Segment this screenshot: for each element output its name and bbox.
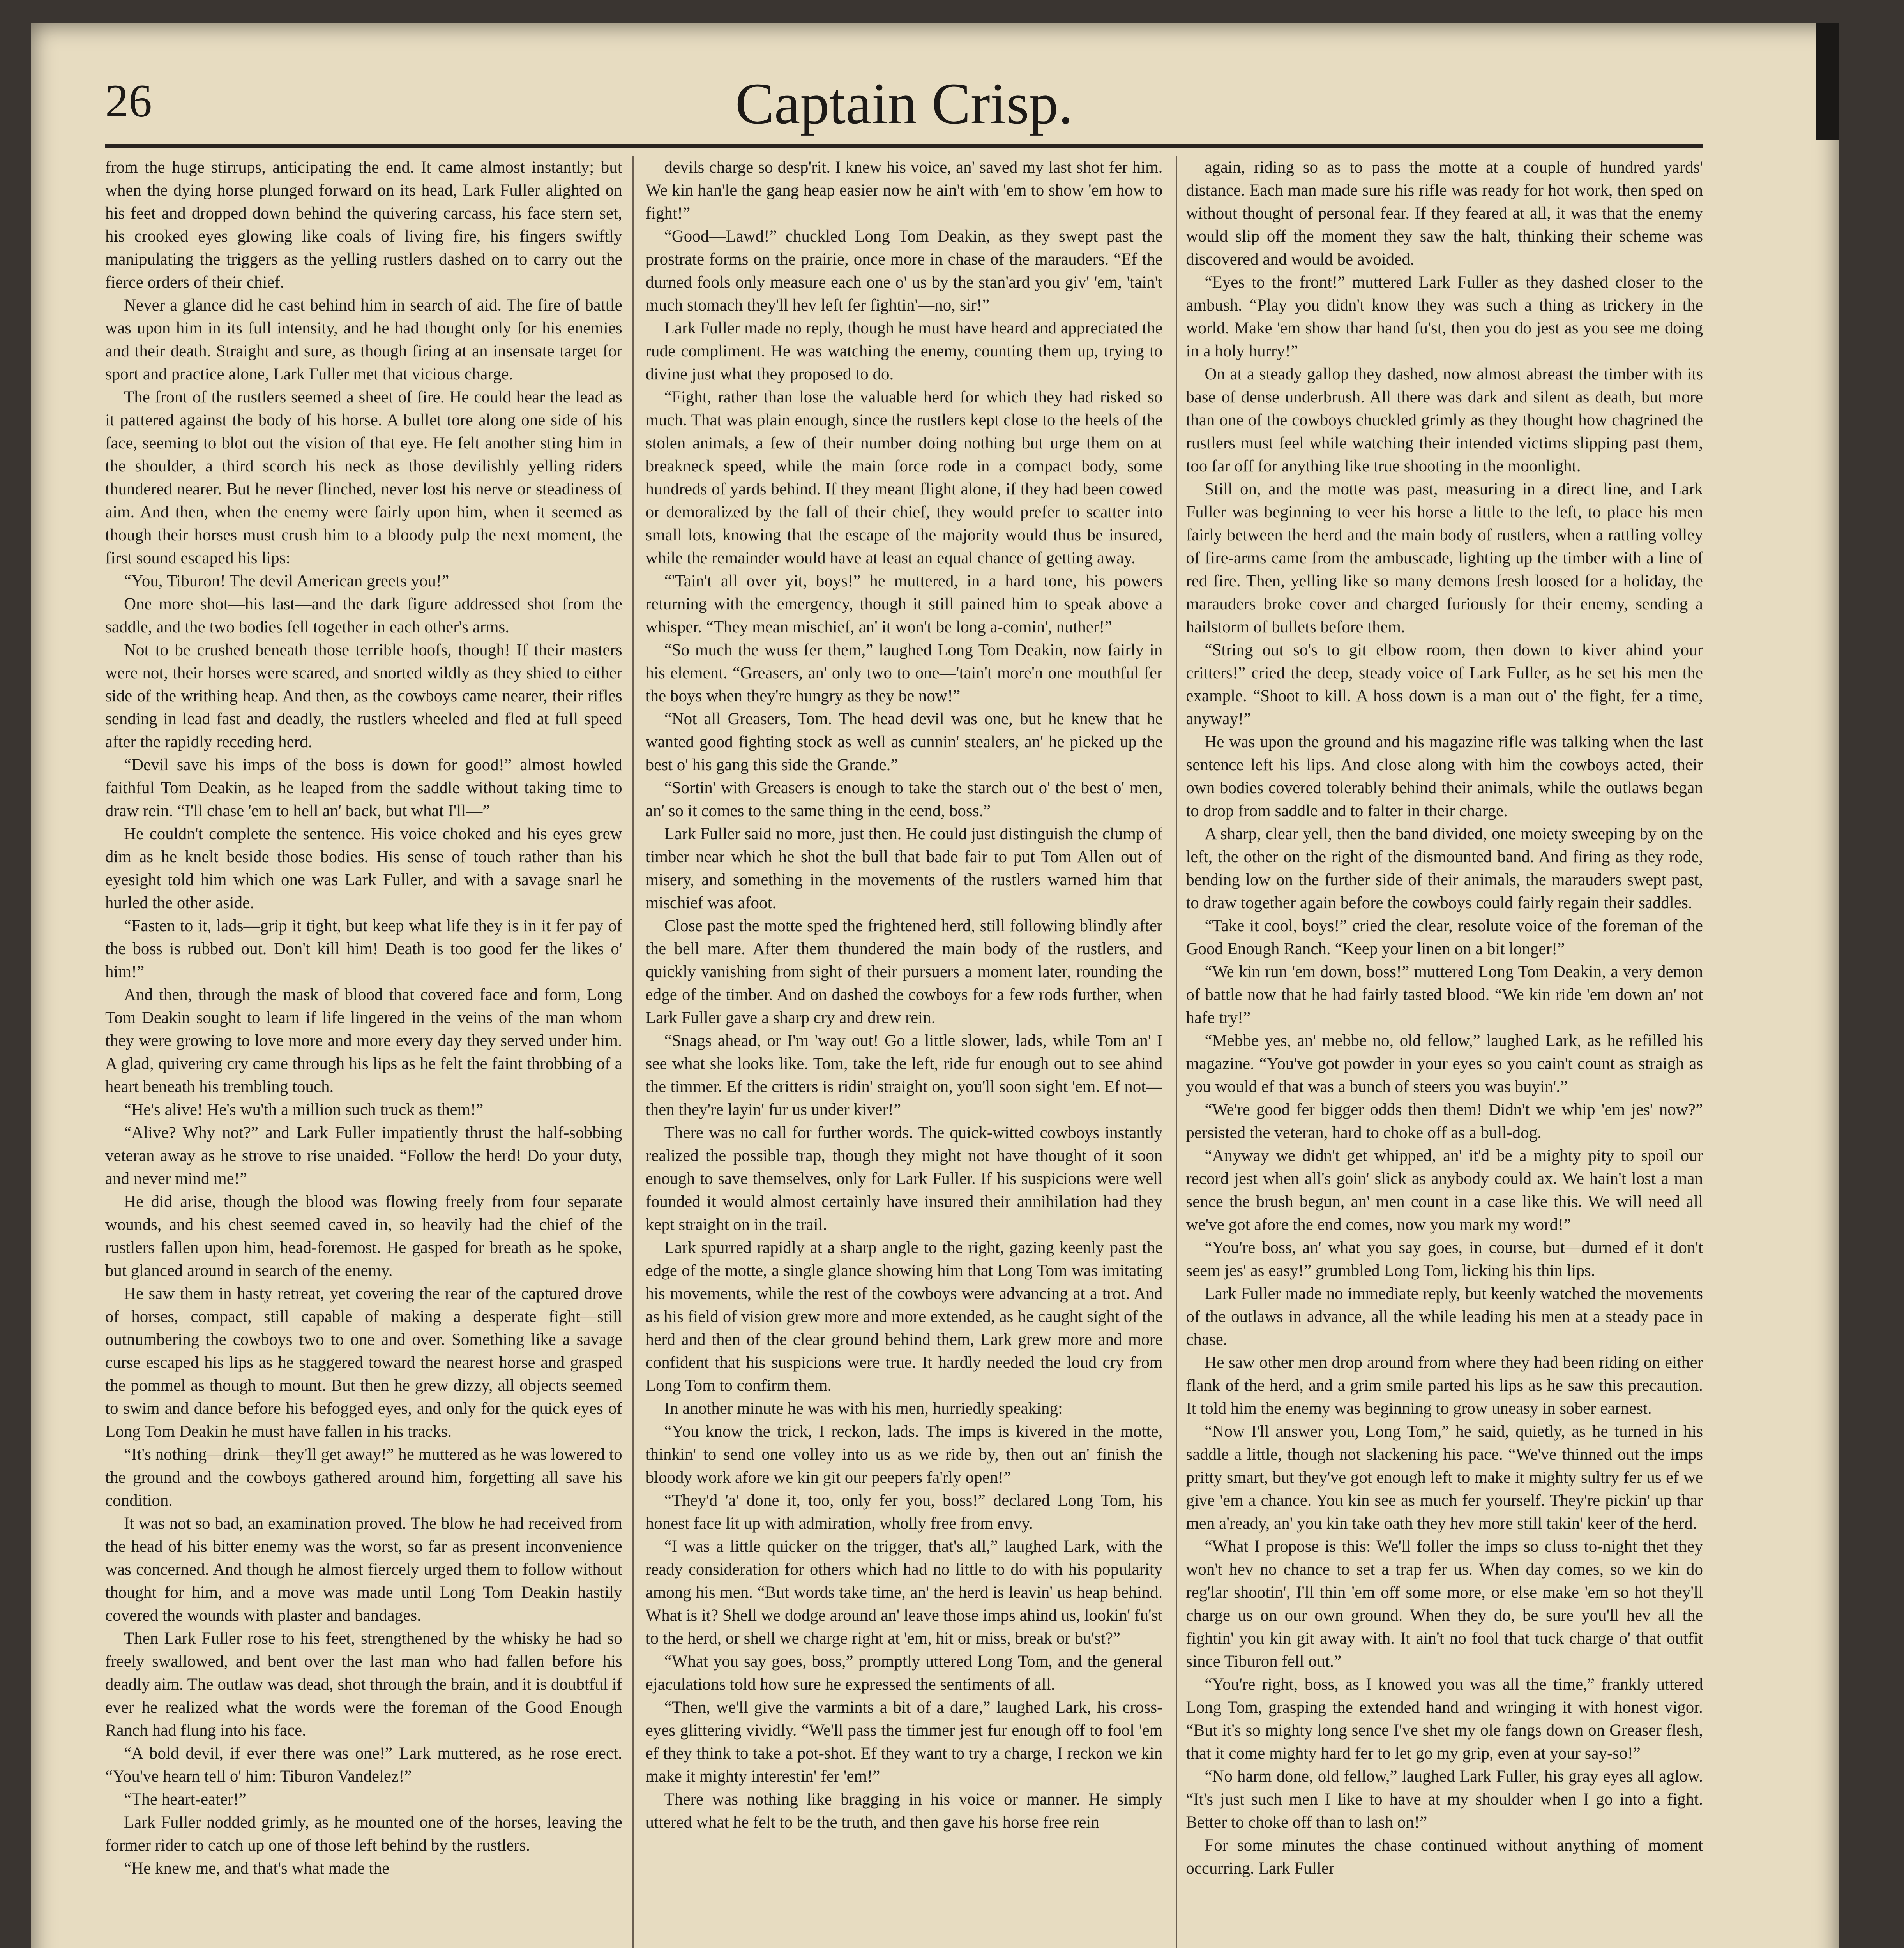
page-number: 26 xyxy=(105,75,152,127)
paragraph: Close past the motte sped the frightened herd, still following blindly after the bell mare. After them thundered the main body of the rustlers, and quickly vanishing from sight of their pursuers a moment later, rounding the edge of the timber. And on dashed the cowboys for a few rods further, when Lark Fuller gave a sharp cry and drew rein. xyxy=(645,917,1163,1027)
page-edge-tab xyxy=(1816,23,1839,140)
paragraph: The front of the rustlers seemed a sheet of fire. He could hear the lead as it pattered against the body of his horse. A bullet tore along one side of his face, seeming to blot out the vision of that eye. He felt another sting him in the shoulder, a third scorch his neck as those devilishly yelling riders thundered nearer. But he never flinched, never lost his nerve or steadiness of aim. And then, when the enemy were fairly upon him, when it seemed as though their horses must crush him to a bloody pulp the next moment, the first sound escaped his lips: xyxy=(105,388,622,567)
paragraph: One more shot—his last—and the dark figure addressed shot from the saddle, and the two bodies fell together in each other's arms. xyxy=(105,595,622,636)
paragraph: “Take it cool, boys!” cried the clear, resolute voice of the foreman of the Good Enough Ranch. “Keep your linen on a bit longer!” xyxy=(1186,917,1703,958)
paragraph: “He's alive! He's wu'th a million such truck as them!” xyxy=(124,1101,484,1119)
paragraph: There was no call for further words. The quick-witted cowboys instantly realized the possible trap, though they might not have thought of it soon enough to save themselves, only for Lark Fuller. If his suspicions were well founded it would almost certainly have insured their annihilation had they kept straight on in the trail. xyxy=(645,1124,1163,1234)
paragraph: “Alive? Why not?” and Lark Fuller impatiently thrust the half-sobbing veteran away as he strove to rise unaided. “Follow the herd! Do your duty, and never mind me!” xyxy=(105,1124,622,1188)
paragraph: “You're right, boss, as I knowed you was all the time,” frankly uttered Long Tom, grasping the extended hand and wringing it with honest vigor. “But it's so mighty long sence I've shet my ole fangs down on Greaser flesh, that it come mighty hard fer to let go my grip, even at your say-so!” xyxy=(1186,1675,1703,1763)
paragraph: “Mebbe yes, an' mebbe no, old fellow,” laughed Lark, as he refilled his magazine. “You've got powder in your eyes so you cain't count as straigh as you would ef that was a bunch of steers you was buyin'.” xyxy=(1186,1032,1703,1096)
paragraph: from the huge stirrups, anticipating the end. It came almost instantly; but when the dying horse plunged forward on its head, Lark Fuller alighted on his feet and dropped down behind the quivering carcass, his face stern set, his crooked eyes glowing like coals of living fire, his fingers swiftly manipulating the triggers as the yelling rustlers dashed on to carry out the fierce orders of their chief. xyxy=(105,158,622,291)
paragraph: “A bold devil, if ever there was one!” Lark muttered, as he rose erect. “You've hearn tell o' him: Tiburon Vandelez!” xyxy=(105,1744,622,1786)
paragraph: Lark Fuller said no more, just then. He could just distinguish the clump of timber near which he shot the bull that bade fair to put Tom Allen out of misery, and something in the movements of the rustlers warned him that mischief was afoot. xyxy=(645,825,1163,912)
paragraph: “What I propose is this: We'll foller the imps so cluss to-night thet they won't hev no chance to set a trap fer us. When day comes, so we kin do reg'lar shootin', I'll thin 'em off some more, or else make 'em so hot they'll charge us on our own ground. When they do, be sure you'll hev all the fightin' you kin git away with. It ain't no fool that tuck charge o' that outfit since Tiburon fell out.” xyxy=(1186,1537,1703,1671)
paragraph: “Fasten to it, lads—grip it tight, but keep what life they is in it fer pay of the boss is rubbed out. Don't kill him! Death is too good fer the likes o' him!” xyxy=(105,917,622,981)
column-1 xyxy=(105,156,622,1948)
paragraph: “String out so's to git elbow room, then down to kiver ahind your critters!” cried the deep, steady voice of Lark Fuller, as he set his men the example. “Shoot to kill. A hoss down is a man out o' the fight, fer a time, anyway!” xyxy=(1186,641,1703,728)
paragraph: “'Tain't all over yit, boys!” he muttered, in a hard tone, his powers returning with the emergency, though it still pained him to speak above a whisper. “They mean mischief, an' it won't be long a-comin', nuther!” xyxy=(645,572,1163,636)
paragraph: He saw other men drop around from where they had been riding on either flank of the herd, and a grim smile parted his lips as he saw this precaution. It told him the enemy was beginning to grow uneasy in sober earnest. xyxy=(1186,1353,1703,1418)
header-rule xyxy=(105,144,1703,148)
paragraph: “You know the trick, I reckon, lads. The imps is kivered in the motte, thinkin' to send one volley into us as we ride by, then out an' finish the bloody work afore we kin git our peepers fa'rly open!” xyxy=(645,1422,1163,1487)
paragraph: Lark Fuller made no reply, though he must have heard and appreciated the rude compliment. He was watching the enemy, counting them up, trying to divine just what they proposed to do. xyxy=(645,319,1163,383)
paragraph: “You, Tiburon! The devil American greets you!” xyxy=(124,572,449,590)
text-columns xyxy=(105,156,1703,1948)
paragraph: “It's nothing—drink—they'll get away!” he muttered as he was lowered to the ground and the cowboys gathered around him, forgetting all save his condition. xyxy=(105,1445,622,1510)
paragraph: “Devil save his imps of the boss is down for good!” almost howled faithful Tom Deakin, as he leaped from the saddle without taking time to draw rein. “I'll chase 'em to hell an' back, but what I'll—” xyxy=(105,756,622,820)
paragraph: “You're boss, an' what you say goes, in course, but—durned ef it don't seem jes' as easy!” grumbled Long Tom, licking his thin lips. xyxy=(1186,1239,1703,1280)
paragraph: A sharp, clear yell, then the band divided, one moiety sweeping by on the left, the other on the right of the dismounted band. And firing as they rode, bending low on the further side of their animals, the marauders swept past, to draw together again before the cowboys could fairly regain their saddles. xyxy=(1186,825,1703,912)
paragraph: Lark Fuller nodded grimly, as he mounted one of the horses, leaving the former rider to catch up one of those left behind by the rustlers. xyxy=(105,1813,622,1854)
paragraph: “Sortin' with Greasers is enough to take the starch out o' the best o' men, an' so it comes to the same thing in the eend, boss.” xyxy=(645,779,1163,820)
paragraph: “Eyes to the front!” muttered Lark Fuller as they dashed closer to the ambush. “Play you didn't know they was such a thing as trickery in the world. Make 'em show thar hand fu'st, then you do jest as you see me doing in a holy hurry!” xyxy=(1186,273,1703,360)
paragraph: It was not so bad, an examination proved. The blow he had received from the head of his bitter enemy was the worst, so far as present inconvenience was concerned. And though he almost fiercely urged them to follow without thought for him, and a move was made until Long Tom Deakin hastily covered the wounds with plaster and bandages. xyxy=(105,1514,622,1625)
paragraph: On at a steady gallop they dashed, now almost abreast the timber with its base of dense underbrush. All there was dark and silent as death, but more than one of the cowboys chuckled grimly as they thought how chagrined the rustlers must feel while watching their intended victims slipping past them, too far off for anything like true shooting in the moonlight. xyxy=(1186,365,1703,475)
paragraph: He saw them in hasty retreat, yet covering the rear of the captured drove of horses, compact, still capable of making a desperate fight—still outnumbering the cowboys two to one and over. Something like a savage curse escaped his lips as he staggered toward the nearest horse and grasped the pommel as though to mount. But then he grew dizzy, all objects seemed to swim and dance before his befogged eyes, and only for the quick eyes of Long Tom Deakin he must have fallen in his tracks. xyxy=(105,1285,622,1441)
paragraph: Not to be crushed beneath those terrible hoofs, though! If their masters were not, their horses were scared, and snorted wildly as they shied to either side of the writhing heap. And then, as the cowboys came nearer, their rifles sending in lead fast and deadly, the rustlers wheeled and fled at full speed after the rapidly receding herd. xyxy=(105,641,622,751)
paragraph: “Fight, rather than lose the valuable herd for which they had risked so much. That was plain enough, since the rustlers kept close to the heels of the stolen animals, a few of their number doing nothing but urge them on at breakneck speed, while the main force rode in a compact body, some hundreds of yards behind. If they meant flight alone, if they had been cowed or demoralized by the fall of their chief, they would prefer to scatter into small lots, knowing that the escape of the majority would thus be insured, while the remainder would have at least an equal chance of getting away. xyxy=(645,388,1163,567)
paragraph: “Now I'll answer you, Long Tom,” he said, quietly, as he turned in his saddle a little, though not slackening his pace. “We've thinned out the imps pritty smart, but they've got enough left to make it mighty sultry fer us ef we give 'em a chance. You kin see as much fer yourself. They're pickin' up thar men a'ready, an' you kin take oath they hev more still takin' keer of the herd. xyxy=(1186,1422,1703,1533)
paragraph: devils charge so desp'rit. I knew his voice, an' saved my last shot fer him. We kin han'le the gang heap easier now he ain't with 'em to show 'em how to fight!” xyxy=(645,158,1163,222)
paragraph: “They'd 'a' done it, too, only fer you, boss!” declared Long Tom, his honest face lit up with admiration, wholly free from envy. xyxy=(645,1491,1163,1533)
paragraph: Then Lark Fuller rose to his feet, strengthened by the whisky he had so freely swallowed, and bent over the last man who had fallen before his deadly aim. The outlaw was dead, shot through the brain, and it is doubtful if ever he realized what the words were the foreman of the Good Enough Ranch had flung into his face. xyxy=(105,1629,622,1740)
paragraph: “What you say goes, boss,” promptly uttered Long Tom, and the general ejaculations told how sure he expressed the sentiments of all. xyxy=(645,1652,1163,1694)
paragraph: He was upon the ground and his magazine rifle was talking when the last sentence left his lips. And close along with him the cowboys acted, their own bodies covered tolerably behind their animals, while the outlaws began to drop from saddle and to falter in their charge. xyxy=(1186,733,1703,820)
paragraph: “The heart-eater!” xyxy=(124,1790,246,1809)
paragraph: again, riding so as to pass the motte at a couple of hundred yards' distance. Each man made sure his rifle was ready for hot work, then sped on without thought of personal fear. If they feared at all, it was that the enemy would slip off the moment they saw the halt, thinking their scheme was discovered and would be avoided. xyxy=(1186,158,1703,268)
paragraph: For some minutes the chase continued without anything of moment occurring. Lark Fuller xyxy=(1186,1836,1703,1877)
paragraph: “Good—Lawd!” chuckled Long Tom Deakin, as they swept past the prostrate forms on the prairie, once more in chase of the marauders. “Ef the durned fools only measure each one o' us by the stan'ard you giv' 'em, 'tain't much stomach they'll hev left fer fightin'—no, sir!” xyxy=(645,227,1163,314)
paragraph: “So much the wuss fer them,” laughed Long Tom Deakin, now fairly in his element. “Greasers, an' only two to one—'tain't more'n one mouthful fer the boys when they're hungry as they be now!” xyxy=(645,641,1163,705)
paragraph: “We're good fer bigger odds then them! Didn't we whip 'em jes' now?” persisted the veteran, hard to choke off as a bull-dog. xyxy=(1186,1101,1703,1142)
paragraph: He did arise, though the blood was flowing freely from four separate wounds, and his chest seemed caved in, so heavily had the chief of the rustlers fallen upon him, head-foremost. He gasped for breath as he spoke, but glanced around in search of the enemy. xyxy=(105,1193,622,1280)
paragraph: There was nothing like bragging in his voice or manner. He simply uttered what he felt to be the truth, and then gave his horse free rein xyxy=(645,1790,1163,1832)
paragraph: Still on, and the motte was past, measuring in a direct line, and Lark Fuller was beginning to veer his horse a little to the left, to place his men fairly between the herd and the main body of rustlers, when a rattling volley of fire-arms came from the ambuscade, lighting up the timber with a line of red fire. Then, yelling like so many demons fresh loosed for a holiday, the marauders broke cover and charged furiously for their enemy, sending a hailstorm of bullets before them. xyxy=(1186,480,1703,636)
paragraph: “Snags ahead, or I'm 'way out! Go a little slower, lads, while Tom an' I see what she looks like. Tom, take the left, ride fur enough out to see ahind the timmer. Ef the critters is ridin' straight on, you'll soon sight 'em. Ef not—then they're layin' fur us under kiver!” xyxy=(645,1032,1163,1119)
paragraph: “He knew me, and that's what made the xyxy=(124,1859,390,1877)
paragraph: “We kin run 'em down, boss!” muttered Long Tom Deakin, a very demon of battle now that he had fairly tasted blood. “We kin ride 'em down an' not hafe try!” xyxy=(1186,963,1703,1027)
paragraph: He couldn't complete the sentence. His voice choked and his eyes grew dim as he knelt beside those bodies. His sense of touch rather than his eyesight told him which one was Lark Fuller, and with a savage snarl he hurled the other aside. xyxy=(105,825,622,912)
paragraph: Lark spurred rapidly at a sharp angle to the right, gazing keenly past the edge of the motte, a single glance showing him that Long Tom was imitating his movements, while the rest of the cowboys were advancing at a trot. And as his field of vision grew more and more extended, as he caught sight of the herd and then of the clear ground behind them, Lark grew more and more confident that his suspicions were true. It hardly needed the loud cry from Long Tom to confirm them. xyxy=(645,1239,1163,1395)
paragraph: “Then, we'll give the varmints a bit of a dare,” laughed Lark, his cross-eyes glittering vividly. “We'll pass the timmer jest fur enough off to fool 'em ef they think to take a pot-shot. Ef they want to try a charge, I reckon we kin make it mighty interestin' fer 'em!” xyxy=(645,1698,1163,1786)
paragraph: “I was a little quicker on the trigger, that's all,” laughed Lark, with the ready consideration for others which had no little to do with his popularity among his men. “But words take time, an' the herd is leavin' us heap behind. What is it? Shell we dodge around an' leave those imps ahind us, lookin' fu'st to the herd, or shell we charge right at 'em, hit or miss, break or bu'st?” xyxy=(645,1537,1163,1648)
page-header xyxy=(105,66,1703,144)
column-3 xyxy=(1186,156,1703,1948)
paragraph: And then, through the mask of blood that covered face and form, Long Tom Deakin sought to learn if life lingered in the veins of the man whom they were growing to love more and more every day they served under him. A glad, quivering cry came through his lips as he felt the faint throbbing of a heart beneath his trembling touch. xyxy=(105,986,622,1096)
paragraph: Never a glance did he cast behind him in search of aid. The fire of battle was upon him in its full intensity, and he had thought only for his enemies and their death. Straight and sure, as though firing at an insensate target for sport and practice alone, Lark Fuller met that vicious charge. xyxy=(105,296,622,383)
paragraph: “Not all Greasers, Tom. The head devil was one, but he knew that he wanted good fighting stock as well as cunnin' stealers, an' he picked up the best o' his gang this side the Grande.” xyxy=(645,710,1163,774)
column-2 xyxy=(646,156,1163,1948)
paragraph: “No harm done, old fellow,” laughed Lark Fuller, his gray eyes all aglow. “It's just such men I like to have at my shoulder when I go into a fight. Better to choke off than to lash on!” xyxy=(1186,1767,1703,1832)
running-title: Captain Crisp. xyxy=(735,71,1073,136)
paragraph: “Anyway we didn't get whipped, an' it'd be a mighty pity to spoil our record jest when all's goin' slick as anybody could ax. We hain't lost a man sence the brush begun, an' men count in a case like this. We will need all we've got afore the end comes, now you mark my word!” xyxy=(1186,1147,1703,1234)
paragraph: Lark Fuller made no immediate reply, but keenly watched the movements of the outlaws in advance, all the while leading his men at a steady pace in chase. xyxy=(1186,1285,1703,1349)
paragraph: In another minute he was with his men, hurriedly speaking: xyxy=(664,1399,1063,1418)
